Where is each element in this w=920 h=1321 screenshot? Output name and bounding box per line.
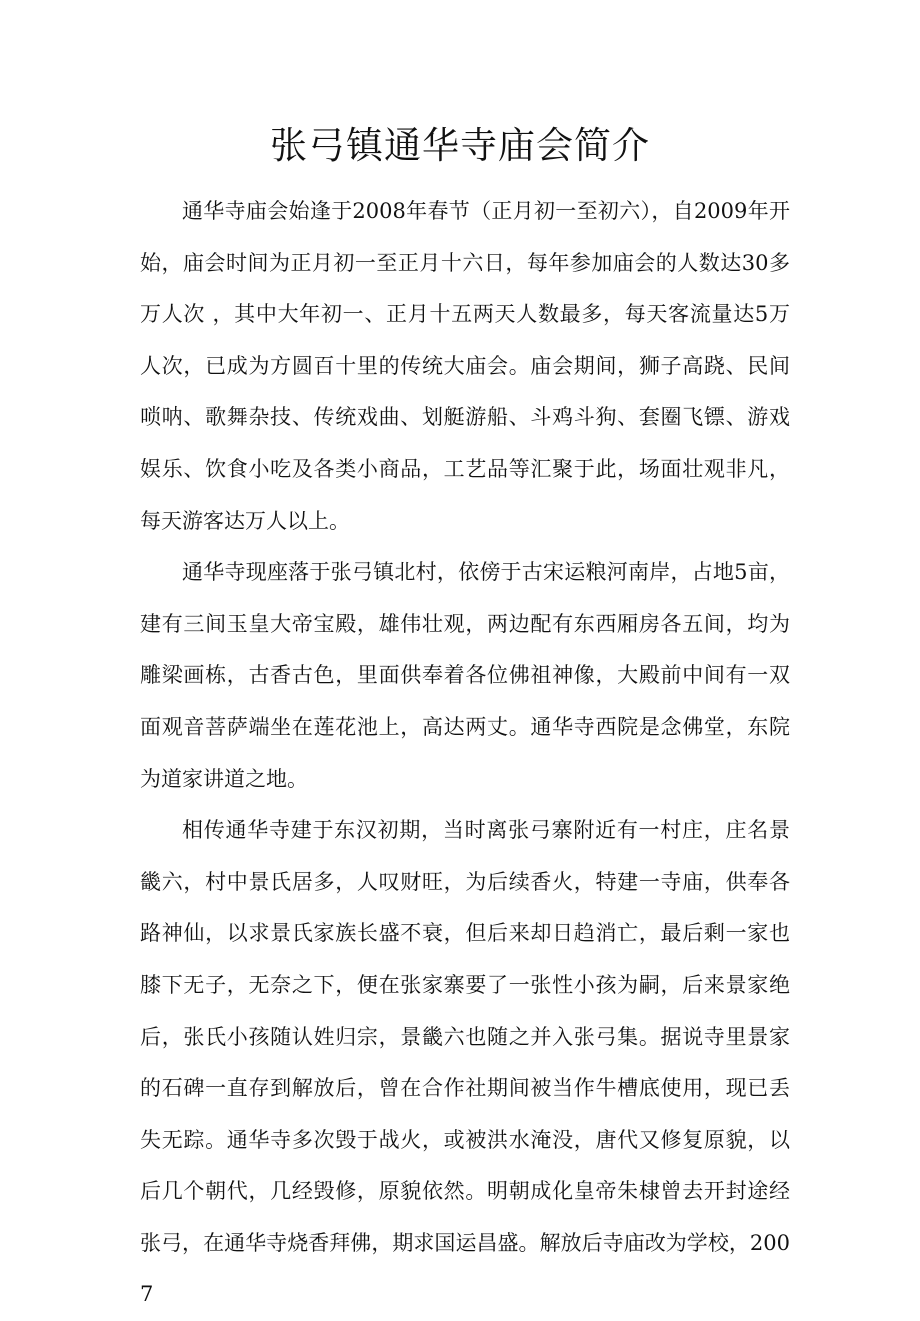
paragraph-temple-location: 通华寺现座落于张弓镇北村，依傍于古宋运粮河南岸，占地5亩，建有三间玉皇大帝宝殿，雄伟壮观，两边配有东西厢房各五间，均为雕梁画栋，古香古色，里面供奉着各位佛祖神像，大殿前中间有一双面观音菩萨端坐在莲花池上，高达两丈。通华寺西院是念佛堂，东院为道家讲道之地。 — [140, 560, 790, 791]
paragraph-temple-fair: 通华寺庙会始逢于2008年春节（正月初一至初六），自2009年开始，庙会时间为正月初一至正月十六日，每年参加庙会的人数达30多万人次 ，其中大年初一、正月十五两天人数最多，每天客流量达5万人次，已成为方圆百十里的传统大庙会。庙会期间，狮子高跷、民间唢呐、歌舞杂技、传统戏曲、划艇游船、斗鸡斗狗、套圈飞镖、游戏娱乐、饮食小吃及各类小商品，工艺品等汇聚于此，场面壮观非凡，每天游客达万人以上。 — [140, 199, 790, 533]
page-title: 张弓镇通华寺庙会简介 — [270, 124, 650, 167]
document-body — [140, 186, 790, 1321]
paragraph-temple-history: 相传通华寺建于东汉初期，当时离张弓寨附近有一村庄，庄名景畿六，村中景氏居多，人叹财旺，为后续香火，特建一寺庙，供奉各路神仙，以求景氏家族长盛不衰，但后来却日趋消亡，最后剩一家也膝下无子，无奈之下，便在张家寨要了一张性小孩为嗣，后来景家绝后，张氏小孩随认姓归宗，景畿六也随之并入张弓集。据说寺里景家的石碑一直存到解放后，曾在合作社期间被当作牛槽底使用，现已丢失无踪。通华寺多次毁于战火，或被洪水淹没，唐代又修复原貌，以后几个朝代，几经毁修，原貌依然。明朝成化皇帝朱棣曾去开封途经张弓，在通华寺烧香拜佛，期求国运昌盛。解放后寺庙改为学校，2007 — [140, 818, 790, 1307]
